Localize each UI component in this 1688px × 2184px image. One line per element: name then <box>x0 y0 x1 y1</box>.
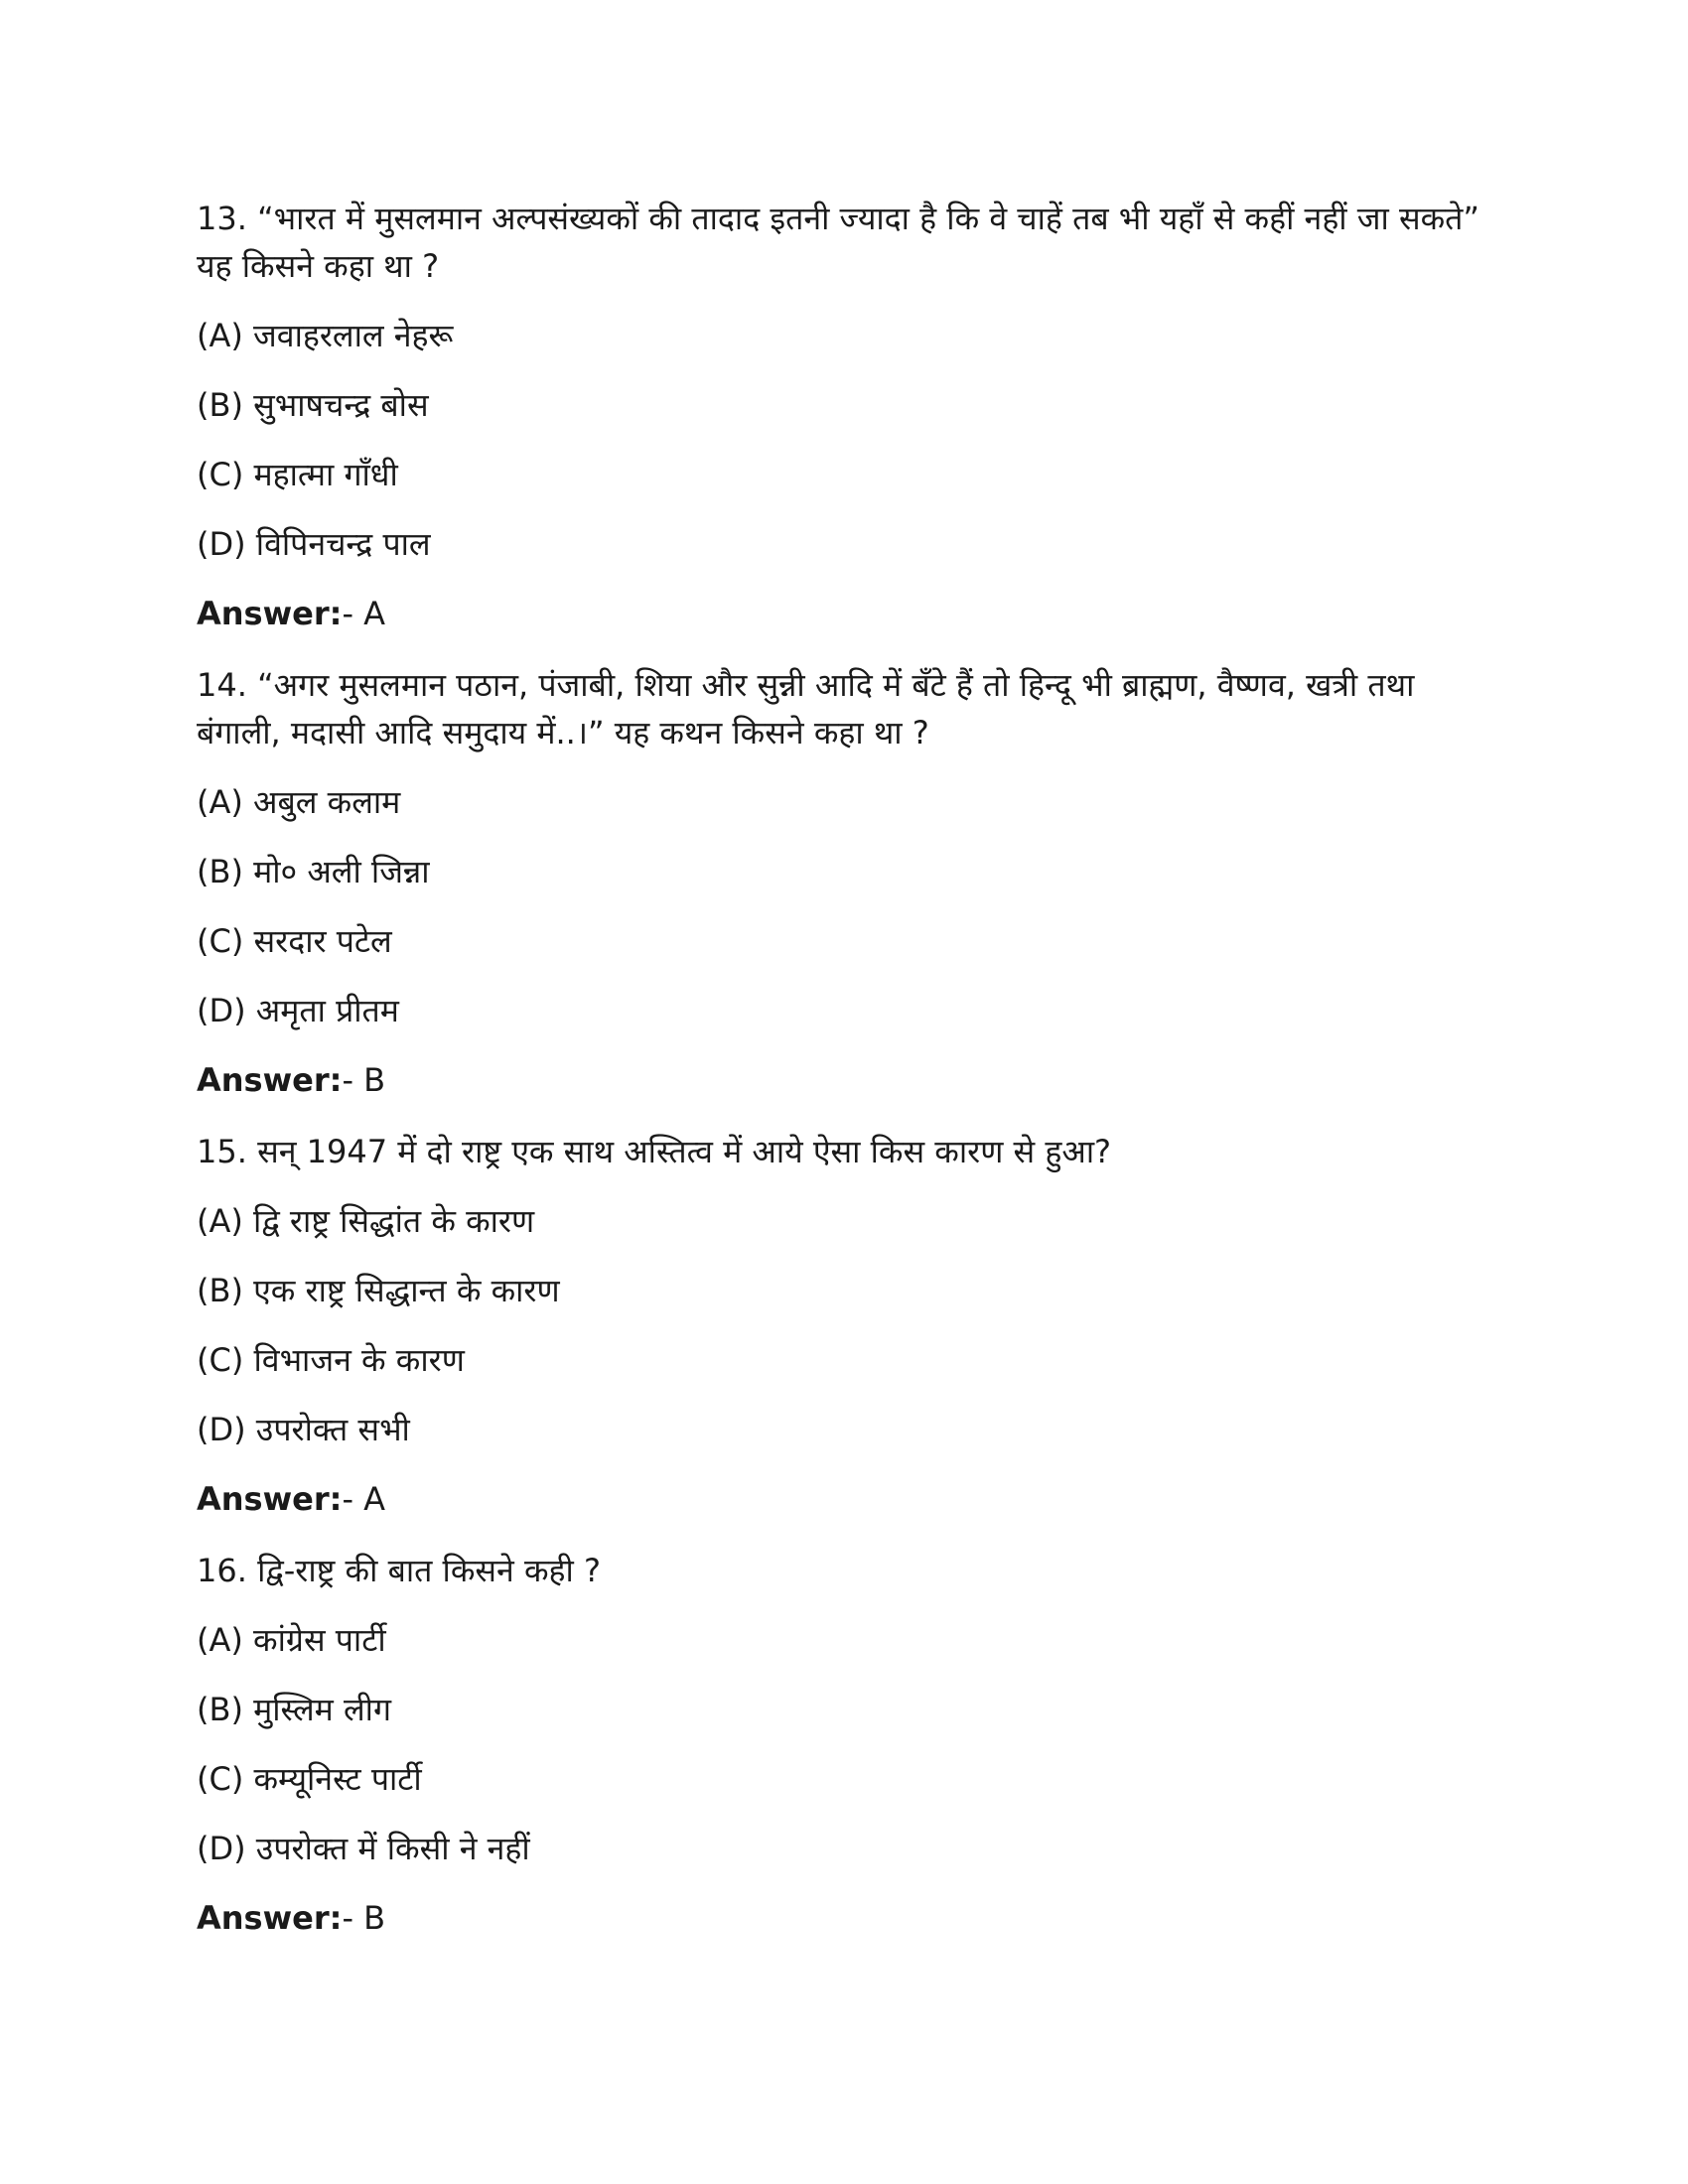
answer-line <box>197 1056 1487 1104</box>
option-c: (C) महात्मा गाँधी <box>197 456 398 493</box>
question-text: 14. “अगर मुसलमान पठान, पंजाबी, शिया और सुन्नी आदि में बँटे हैं तो हिन्दू भी ब्राह्मण, वैष्णव, खत्री तथा बंगाली, मदासी आदि समुदाय में..।” यह कथन किसने कहा था ? <box>197 666 1415 751</box>
answer-value: - B <box>342 1899 386 1937</box>
answer-value: - B <box>342 1061 386 1099</box>
option-a: (A) जवाहरलाल नेहरू <box>197 317 454 354</box>
answer-line <box>197 590 1487 637</box>
option-a: (A) कांग्रेस पार्टी <box>197 1621 386 1659</box>
option-d: (D) अमृता प्रीतम <box>197 992 399 1029</box>
question-13 <box>197 195 1487 637</box>
answer-label: Answer: <box>197 595 343 632</box>
option-c: (C) विभाजन के कारण <box>197 1341 465 1379</box>
option-b: (B) मुस्लिम लीग <box>197 1691 391 1728</box>
option-b: (B) सुभाषचन्द्र बोस <box>197 386 429 424</box>
option-a: (A) द्वि राष्ट्र सिद्धांत के कारण <box>197 1202 535 1240</box>
answer-line <box>197 1475 1487 1523</box>
document-page <box>197 195 1487 1966</box>
option-d: (D) उपरोक्त सभी <box>197 1411 410 1448</box>
option-b: (B) मो० अली जिन्ना <box>197 853 430 890</box>
answer-label: Answer: <box>197 1061 343 1099</box>
question-14 <box>197 661 1487 1104</box>
option-d: (D) उपरोक्त में किसी ने नहीं <box>197 1830 530 1867</box>
question-16 <box>197 1547 1487 1942</box>
option-c: (C) कम्यूनिस्ट पार्टी <box>197 1760 422 1798</box>
question-text: 16. द्वि-राष्ट्र की बात किसने कही ? <box>197 1552 601 1589</box>
question-text: 13. “भारत में मुसलमान अल्पसंख्यकों की तादाद इतनी ज्यादा है कि वे चाहें तब भी यहाँ से कहीं नहीं जा सकते” यह किसने कहा था ? <box>197 200 1479 285</box>
option-b: (B) एक राष्ट्र सिद्धान्त के कारण <box>197 1272 560 1309</box>
answer-label: Answer: <box>197 1899 343 1937</box>
question-15 <box>197 1128 1487 1523</box>
answer-line <box>197 1894 1487 1942</box>
answer-value: - A <box>342 595 386 632</box>
answer-label: Answer: <box>197 1480 343 1518</box>
option-c: (C) सरदार पटेल <box>197 922 392 960</box>
answer-value: - A <box>342 1480 386 1518</box>
option-d: (D) विपिनचन्द्र पाल <box>197 525 431 563</box>
question-text: 15. सन् 1947 में दो राष्ट्र एक साथ अस्तित्व में आये ऐसा किस कारण से हुआ? <box>197 1133 1112 1170</box>
option-a: (A) अबुल कलाम <box>197 783 401 821</box>
